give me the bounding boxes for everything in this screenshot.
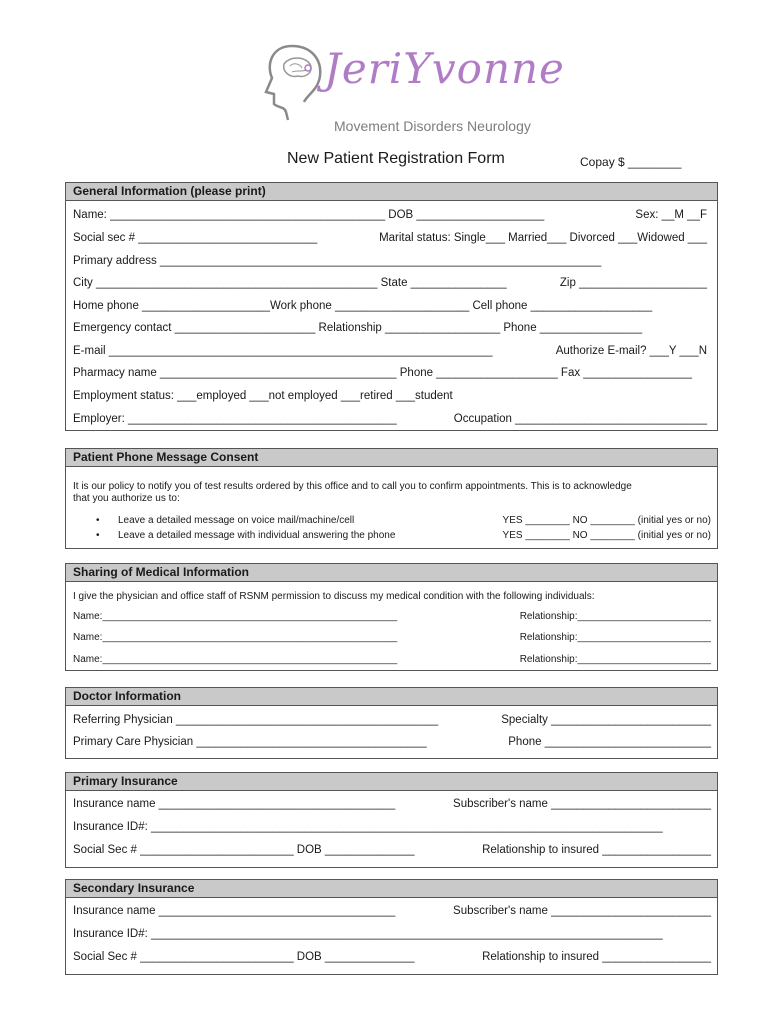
share-relationship-field[interactable]: Relationship:________________________ (519, 632, 711, 643)
logo (262, 38, 565, 142)
section-title: Sharing of Medical Information (73, 565, 250, 579)
share-relationship-field[interactable]: Relationship:________________________ (519, 654, 711, 665)
phone-consent-section (65, 448, 718, 549)
insurance-name-field[interactable]: Insurance name _____________________________________ (73, 798, 396, 810)
primary-insurance-section (65, 772, 718, 868)
primary-address-field[interactable]: Primary address _____________________________________________________________________ (73, 255, 602, 267)
insurance-id-field[interactable]: Insurance ID#: ________________________________________________________________________________ (73, 928, 663, 940)
consent-item-label: Leave a detailed message on voice mail/machine/cell (118, 515, 355, 526)
sharing-intro: I give the physician and office staff of RSNM permission to discuss my medical condition with the following individuals: (73, 591, 595, 602)
consent-item-label: Leave a detailed message with individual answering the phone (118, 530, 396, 541)
phone-numbers-field[interactable]: Home phone ____________________Work phone _____________________ Cell phone ___________________ (73, 300, 653, 312)
insured-ssn-dob-field[interactable]: Social Sec # ________________________ DOB ______________ (73, 951, 415, 963)
section-title: Doctor Information (73, 689, 181, 703)
primary-care-physician-field[interactable]: Primary Care Physician ____________________________________ (73, 736, 427, 748)
section-title: Primary Insurance (73, 774, 178, 788)
sex-field[interactable]: Sex: __M __F (635, 209, 707, 221)
pharmacy-field[interactable]: Pharmacy name _____________________________________ Phone ___________________ Fax _________________ (73, 367, 693, 379)
specialty-field[interactable]: Specialty _________________________ (501, 714, 711, 726)
brand-name: JeriYvonne (324, 44, 565, 93)
employment-status-field[interactable]: Employment status: ___employed ___not employed ___retired ___student (73, 390, 453, 402)
section-header (66, 183, 717, 201)
secondary-insurance-section (65, 879, 718, 975)
share-relationship-field[interactable]: Relationship:________________________ (519, 611, 711, 622)
referring-physician-field[interactable]: Referring Physician _________________________________________ (73, 714, 439, 726)
subscriber-name-field[interactable]: Subscriber's name _________________________ (453, 905, 711, 917)
emergency-contact-field[interactable]: Emergency contact ______________________ Relationship __________________ Phone ________________ (73, 322, 643, 334)
subscriber-name-field[interactable]: Subscriber's name _________________________ (453, 798, 711, 810)
section-header (66, 449, 717, 467)
section-header (66, 880, 717, 898)
general-information-section (65, 182, 718, 431)
name-dob-field[interactable]: Name: ___________________________________________ DOB ____________________ (73, 209, 545, 221)
bullet-icon: • (96, 515, 100, 526)
sharing-medical-section (65, 563, 718, 671)
section-title: Patient Phone Message Consent (73, 450, 259, 464)
authorize-email-field[interactable]: Authorize E-mail? ___Y ___N (555, 345, 707, 357)
share-name-field[interactable]: Name:_____________________________________________________ (73, 611, 398, 622)
consent-text-line: that you authorize us to: (73, 493, 180, 504)
insurance-name-field[interactable]: Insurance name _____________________________________ (73, 905, 396, 917)
section-title: Secondary Insurance (73, 881, 195, 895)
section-header (66, 688, 717, 706)
section-title: General Information (please print) (73, 184, 266, 198)
doctor-phone-field[interactable]: Phone __________________________ (508, 736, 711, 748)
employer-field[interactable]: Employer: __________________________________________ (73, 413, 397, 425)
zip-field[interactable]: Zip ____________________ (559, 277, 707, 289)
consent-item-choice[interactable]: YES ________ NO ________ (initial yes or no) (502, 515, 711, 526)
section-header (66, 564, 717, 582)
bullet-icon: • (96, 530, 100, 541)
doctor-information-section (65, 687, 718, 759)
relationship-to-insured-field[interactable]: Relationship to insured _________________ (482, 951, 711, 963)
occupation-field[interactable]: Occupation ______________________________ (453, 413, 707, 425)
head-silhouette-icon (262, 42, 332, 122)
insurance-id-field[interactable]: Insurance ID#: ________________________________________________________________________________ (73, 821, 663, 833)
social-security-field[interactable]: Social sec # ____________________________ (73, 232, 318, 244)
city-state-field[interactable]: City ____________________________________________ State _______________ (73, 277, 507, 289)
marital-status-field[interactable]: Marital status: Single___ Married___ Divorced ___Widowed ___ (379, 232, 707, 244)
email-field[interactable]: E-mail ____________________________________________________________ (73, 345, 493, 357)
page-title: New Patient Registration Form (287, 150, 505, 167)
consent-text-line: It is our policy to notify you of test results ordered by this office and to call you to confirm appointments. This is to acknowledge (73, 481, 632, 492)
copay-field[interactable]: Copay $ ________ (580, 155, 682, 169)
insured-ssn-dob-field[interactable]: Social Sec # ________________________ DOB ______________ (73, 844, 415, 856)
consent-item-choice[interactable]: YES ________ NO ________ (initial yes or no) (502, 530, 711, 541)
relationship-to-insured-field[interactable]: Relationship to insured _________________ (482, 844, 711, 856)
brand-tagline: Movement Disorders Neurology (334, 118, 531, 134)
share-name-field[interactable]: Name:_____________________________________________________ (73, 654, 398, 665)
section-header (66, 773, 717, 791)
share-name-field[interactable]: Name:_____________________________________________________ (73, 632, 398, 643)
